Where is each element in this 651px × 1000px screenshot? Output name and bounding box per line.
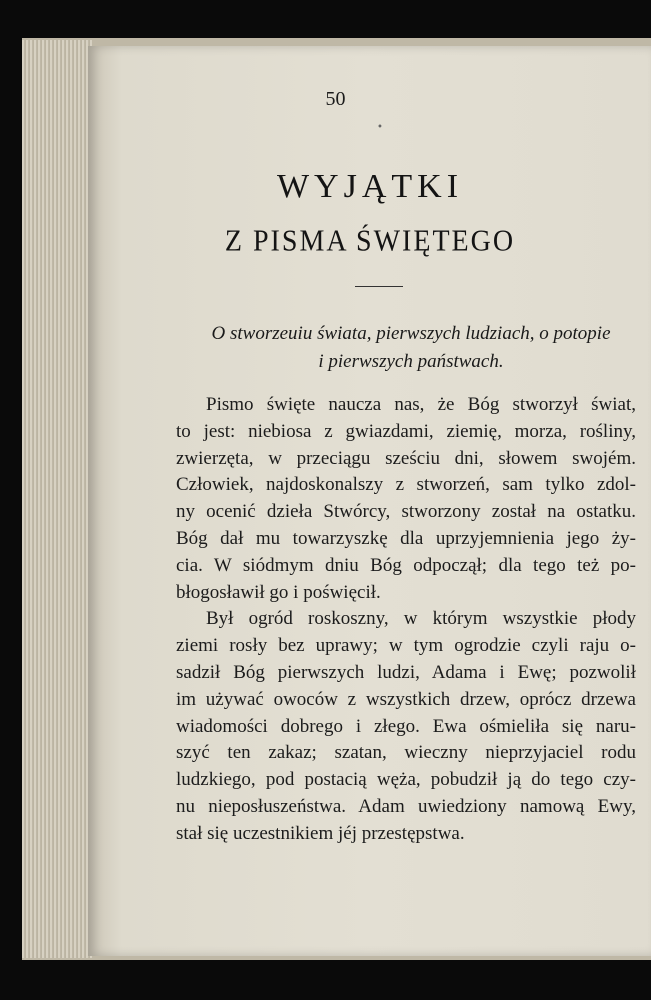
section-heading-line: i pierwszych państwach. [318, 351, 504, 372]
title-divider [355, 286, 403, 287]
text-line: cia. W siódmym dniu Bóg odpoczął; dla tego też po- [176, 554, 636, 576]
text-line: to jest: niebiosa z gwiazdami, ziemię, morza, rośliny, [176, 420, 636, 442]
text-line: Człowiek, najdoskonalszy z stworzeń, sam tylko zdol- [176, 474, 636, 496]
page-number: 50 [325, 88, 346, 110]
text-line: błogosławił go i poświęcił. [176, 581, 381, 603]
text-line: Pismo święte naucza nas, że Bóg stworzył świat, [206, 394, 636, 415]
text-line: im używać owoców z wszystkich drzew, oprócz drzewa [176, 688, 636, 710]
text-line: szyć ten zakaz; szatan, wieczny nieprzyjaciel rodu [176, 742, 636, 764]
text-line: zwierzęta, w przeciągu sześciu dni, słowem swojém. [176, 447, 636, 469]
text-line: wiadomości dobrego i złego. Ewa ośmieliła się naru- [176, 715, 636, 737]
body-text [176, 392, 636, 848]
text-line: Bóg dał mu towarzyszkę dla uprzyjemnienia jego ży- [176, 527, 636, 549]
section-heading [176, 320, 646, 376]
page-edges [22, 40, 92, 958]
text-line: sadził Bóg pierwszych ludzi, Adama i Ewę; pozwolił [176, 661, 636, 683]
text-line: ny ocenić dzieła Stwórcy, stworzony został na ostatku. [176, 501, 636, 523]
text-line: nu nieposłuszeństwa. Adam uwiedziony namową Ewy, [176, 795, 636, 817]
page-title: WYJĄTKI [276, 168, 464, 205]
section-heading-line: O stworzeuiu świata, pierwszych ludziach, o potopie [211, 323, 611, 344]
text-line: Był ogród roskoszny, w którym wszystkie płody [206, 608, 636, 630]
text-line: ludzkiego, pod postacią węża, pobudził ją do tego czy- [176, 769, 636, 791]
text-line: stał się uczestnikiem jéj przestępstwa. [176, 822, 465, 844]
ink-dot: • [377, 122, 383, 133]
text-line: ziemi rosły bez uprawy; w tym ogrodzie czyli raju o- [176, 635, 636, 657]
page-subtitle: Z PISMA ŚWIĘTEGO [224, 224, 516, 259]
